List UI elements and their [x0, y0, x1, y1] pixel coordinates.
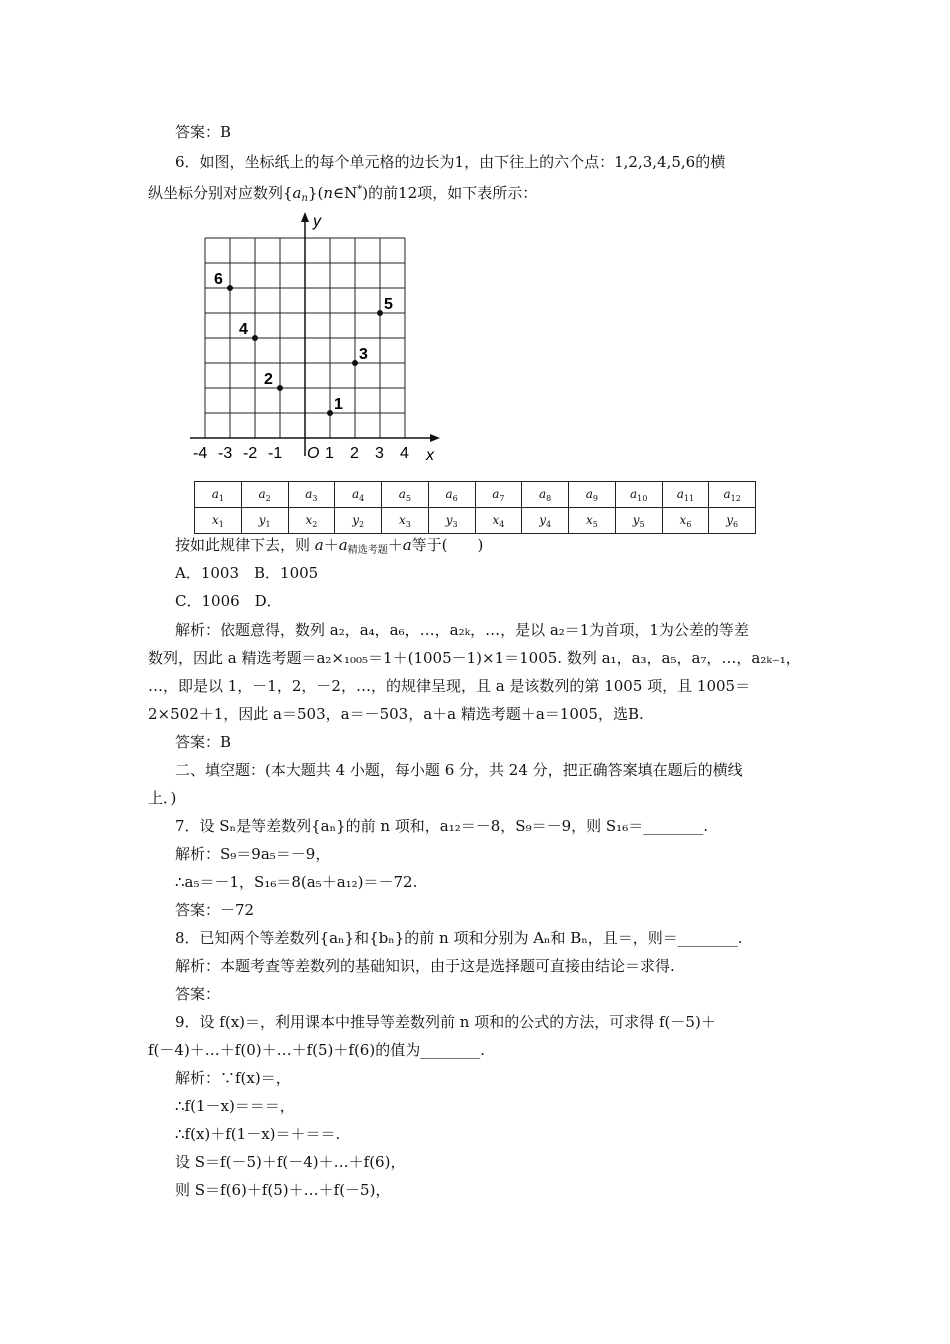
solution-line: 数列，因此 a 精选考题＝a₂×₁₀₀₅＝1＋(1005－1)×1＝1005. 数列 a₁，a₃，a₅，a₇，…，a₂ₖ₋₁， — [148, 649, 801, 667]
text-run: 按如此规律下去，则 — [175, 536, 315, 554]
origin-label: O — [307, 445, 320, 462]
x-axis-label: x — [426, 447, 434, 464]
cell-symbol: a — [629, 486, 638, 501]
table-cell — [195, 508, 242, 534]
data-point — [252, 335, 258, 341]
solution-line: ∴f(x)＋f(1－x)＝＋＝＝. — [175, 1125, 341, 1143]
cell-symbol: y — [726, 512, 733, 527]
data-point — [352, 360, 358, 366]
y-axis-label: y — [313, 213, 321, 230]
cell-symbol: a — [723, 486, 731, 501]
text-run: n — [301, 193, 308, 204]
x-tick-label: -1 — [268, 445, 283, 462]
cell-symbol: a — [258, 486, 266, 501]
cell-symbol: a — [211, 486, 219, 501]
solution-line: 解析：∵f(x)＝， — [175, 1069, 291, 1087]
table-row — [195, 508, 756, 534]
text-run: n — [323, 184, 334, 202]
cell-subscript: 5 — [405, 493, 411, 503]
text-run: a — [314, 536, 324, 554]
x-tick-label: -4 — [193, 445, 208, 462]
cell-subscript: 1 — [265, 519, 271, 529]
option-ab: A．1003 B．1005 — [175, 564, 319, 582]
cell-symbol: a — [539, 486, 547, 501]
question-6-ask — [175, 534, 845, 556]
table-cell — [662, 482, 709, 508]
question-9-text: 9．设 f(x)＝，利用课本中推导等差数列前 n 项和的公式的方法，可求得 f(－5)＋ — [175, 1013, 716, 1031]
cell-subscript: 4 — [359, 493, 365, 503]
table-cell — [428, 482, 475, 508]
answer-line: 答案： — [175, 985, 221, 1003]
cell-subscript: 8 — [546, 493, 552, 503]
text-run: a — [292, 184, 302, 202]
cell-subscript: 5 — [639, 519, 645, 529]
table-cell — [522, 482, 569, 508]
cell-subscript: 2 — [358, 519, 365, 529]
table-cell — [195, 482, 242, 508]
point-label: 3 — [359, 346, 368, 363]
cell-symbol: y — [445, 512, 453, 527]
point-label: 5 — [384, 296, 393, 313]
y-axis-arrow — [301, 212, 309, 222]
text-run: a — [402, 536, 412, 554]
option-cd: C．1006 D． — [175, 592, 282, 610]
point-label: 1 — [334, 396, 343, 413]
x-axis-arrow — [430, 434, 440, 442]
question-8-text: 8．已知两个等差数列{aₙ}和{bₙ}的前 n 项和分别为 Aₙ和 Bₙ，且＝，则＝________. — [175, 929, 743, 947]
table-cell — [615, 508, 662, 534]
cell-symbol: x — [679, 512, 687, 527]
cell-symbol: y — [352, 512, 359, 527]
table-cell — [288, 508, 335, 534]
table-cell — [662, 508, 709, 534]
x-tick-label: -2 — [243, 445, 258, 462]
answer-line: 答案：B — [175, 733, 232, 751]
x-tick-label: 3 — [375, 445, 384, 462]
question-6-text-cont — [148, 179, 818, 204]
table-cell — [335, 482, 382, 508]
cell-subscript: 4 — [499, 519, 505, 529]
cell-subscript: 4 — [545, 519, 552, 529]
cell-subscript: 5 — [592, 519, 598, 529]
point-label: 6 — [214, 271, 223, 288]
question-7-text: 7．设 Sₙ是等差数列{aₙ}的前 n 项和，a₁₂＝－8，S₉＝－9，则 S₁₆＝________. — [175, 817, 708, 835]
cell-subscript: 2 — [265, 493, 271, 503]
point-label: 4 — [239, 321, 248, 338]
table-cell — [241, 508, 288, 534]
section-heading: 二、填空题：(本大题共 4 小题，每小题 6 分，共 24 分，把正确答案填在题后的横线 — [175, 761, 743, 779]
solution-line: 设 S＝f(－5)＋f(－4)＋…＋f(6)， — [175, 1153, 406, 1171]
text-run: * — [357, 184, 363, 195]
cell-symbol: a — [352, 486, 360, 501]
cell-symbol: x — [305, 512, 313, 527]
solution-line: 则 S＝f(6)＋f(5)＋…＋f(－5)， — [175, 1181, 391, 1199]
table-cell — [522, 508, 569, 534]
cell-subscript: 1 — [218, 519, 224, 529]
solution-line: ∴a₅＝－1，S₁₆＝8(a₅＋a₁₂)＝－72. — [175, 873, 418, 891]
text-run: 精选考题 — [347, 545, 388, 556]
cell-subscript: 12 — [730, 493, 741, 503]
cell-subscript: 6 — [452, 493, 458, 503]
question-6-text: 6．如图，坐标纸上的每个单元格的边长为1，由下往上的六个点：1,2,3,4,5,6的横 — [175, 153, 726, 171]
cell-symbol: y — [632, 512, 640, 527]
cell-subscript: 11 — [683, 493, 695, 503]
cell-subscript: 10 — [637, 493, 648, 503]
cell-subscript: 6 — [686, 519, 692, 529]
sequence-table — [194, 481, 756, 534]
text-run: ＋ — [323, 536, 339, 554]
cell-symbol: a — [585, 486, 593, 501]
cell-subscript: 6 — [732, 519, 739, 529]
solution-line: 2×502＋1，因此 a＝503，a＝－503，a＋a 精选考题＋a＝1005，选B. — [148, 705, 644, 723]
table-cell — [382, 508, 429, 534]
answer-line: 答案：－72 — [175, 901, 255, 919]
table-cell — [569, 482, 616, 508]
section-heading-cont: 上．) — [148, 789, 177, 807]
coordinate-graph — [185, 210, 450, 465]
x-tick-label: 1 — [325, 445, 334, 462]
solution-line: 解析：S₉＝9a₅＝－9， — [175, 845, 331, 863]
solution-line: ∴f(1－x)＝＝＝， — [175, 1097, 295, 1115]
text-run: )的前12项，如下表所示： — [362, 184, 538, 202]
cell-symbol: y — [258, 512, 266, 527]
table-cell — [288, 482, 335, 508]
x-tick-label: 2 — [350, 445, 359, 462]
cell-symbol: x — [398, 512, 406, 527]
cell-symbol: a — [305, 486, 313, 501]
table-cell — [428, 508, 475, 534]
table-cell — [241, 482, 288, 508]
table-row — [195, 482, 756, 508]
table-cell — [475, 508, 522, 534]
cell-subscript: 3 — [452, 519, 458, 529]
text-run: a — [338, 536, 348, 554]
cell-subscript: 3 — [405, 519, 411, 529]
cell-symbol: a — [492, 486, 500, 501]
cell-symbol: x — [211, 512, 219, 527]
cell-subscript: 3 — [312, 493, 318, 503]
solution-line: 解析：依题意得，数列 a₂，a₄，a₆，…，a₂ₖ，…，是以 a₂＝1为首项，1为公差的等差 — [175, 621, 749, 639]
cell-symbol: a — [398, 486, 406, 501]
text-run: 纵坐标分别对应数列{ — [148, 184, 293, 202]
table-cell — [335, 508, 382, 534]
text-run: }( — [307, 184, 324, 202]
data-point — [377, 310, 383, 316]
text-run: 等于( ) — [411, 536, 484, 554]
cell-subscript: 1 — [218, 493, 224, 503]
table-cell — [569, 508, 616, 534]
cell-subscript: 9 — [592, 493, 598, 503]
cell-symbol: x — [585, 512, 593, 527]
cell-subscript: 2 — [312, 519, 318, 529]
point-label: 2 — [264, 371, 273, 388]
table-cell — [615, 482, 662, 508]
table-cell — [709, 508, 756, 534]
text-run: ＋ — [387, 536, 403, 554]
cell-symbol: a — [445, 486, 453, 501]
graph-svg — [185, 210, 450, 465]
solution-line: …，即是以 1，－1，2，－2，…，的规律呈现，且 a 是该数列的第 1005 项，且 1005＝ — [148, 677, 751, 695]
table-cell — [709, 482, 756, 508]
cell-symbol: x — [492, 512, 500, 527]
cell-subscript: 7 — [499, 493, 505, 503]
data-point — [277, 385, 283, 391]
x-tick-label: 4 — [400, 445, 409, 462]
cell-symbol: a — [676, 486, 684, 501]
solution-line: 解析：本题考查等差数列的基础知识，由于这是选择题可直接由结论＝求得. — [175, 957, 675, 975]
answer-line: 答案：B — [175, 123, 232, 141]
question-9-text-cont: f(－4)＋…＋f(0)＋…＋f(5)＋f(6)的值为________. — [148, 1041, 485, 1059]
table-cell — [475, 482, 522, 508]
data-point — [327, 410, 333, 416]
table-cell — [382, 482, 429, 508]
text-run: ∈N — [333, 184, 358, 202]
x-tick-label: -3 — [218, 445, 233, 462]
data-point — [227, 285, 233, 291]
cell-symbol: y — [539, 512, 546, 527]
